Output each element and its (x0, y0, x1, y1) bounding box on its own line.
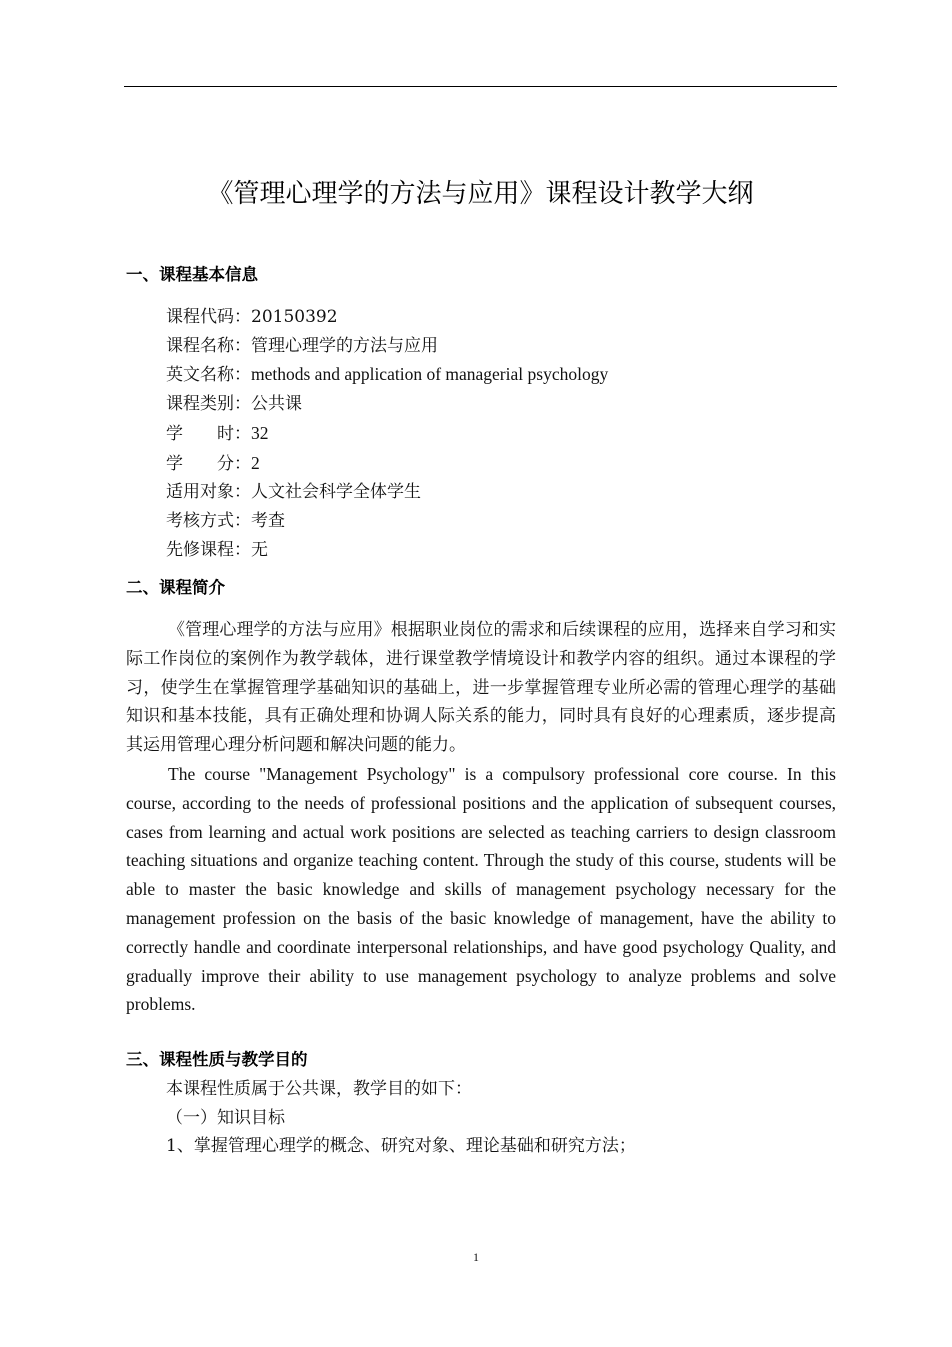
info-label: 学 时： (166, 423, 251, 444)
knowledge-objectives-heading: （一）知识目标 (166, 1107, 285, 1128)
header-rule (124, 86, 837, 87)
info-value: 20150392 (251, 307, 338, 327)
section-heading-basic-info: 一、课程基本信息 (126, 265, 258, 284)
intro-paragraph-chinese: 《管理心理学的方法与应用》根据职业岗位的需求和后续课程的应用，选择来自学习和实际工作岗位的案例作为教学载体，进行课堂教学情境设计和教学内容的组织。通过本课程的学习，使学生在掌握管理学基础知识的基础上，进一步掌握管理专业所必需的管理心理学的基础知识和基本技能，具有正确处理和协调人际关系的能力，同时具有良好的心理素质，逐步提高其运用管理心理分析问题和解决问题的能力。 (126, 620, 836, 756)
info-value: methods and application of managerial psychology (251, 364, 609, 385)
info-row-english-name (166, 360, 608, 390)
info-row-hours (166, 419, 608, 449)
intro-paragraph-english: The course "Management Psychology" is a compulsory professional core course. In this course, according to the needs of professional positions and the application of subsequent courses, cases from learning and actual work positions are selected as teaching carriers to design classroom teaching situations and organize teaching content. Through the study of this course, students will be able to master the basic knowledge and skills of management psychology necessary for the management profession on the basis of the basic knowledge of management, have the ability to correctly handle and coordinate interpersonal relationships, and have good psychology Quality, and gradually improve their ability to use management psychology to analyze problems and solve problems. (126, 764, 836, 1015)
info-row-name (166, 332, 608, 361)
info-label: 先修课程： (166, 539, 251, 560)
info-row-prerequisite (166, 536, 608, 565)
info-row-credits (166, 449, 608, 479)
info-label: 考核方式： (166, 510, 251, 531)
info-value: 考查 (251, 510, 285, 531)
objective-item: 1、掌握管理心理学的概念、研究对象、理论基础和研究方法； (166, 1136, 636, 1156)
info-label: 课程代码： (166, 307, 251, 327)
info-label: 学 分： (166, 453, 251, 474)
info-label: 适用对象： (166, 482, 251, 503)
info-row-code (166, 303, 608, 332)
section-heading-nature-objectives: 三、课程性质与教学目的 (126, 1050, 308, 1069)
info-row-category (166, 390, 608, 419)
objectives-block (166, 1075, 636, 1161)
info-value: 人文社会科学全体学生 (251, 482, 421, 503)
info-label: 英文名称： (166, 365, 251, 386)
page-number: 1 (473, 1250, 479, 1264)
info-value: 32 (251, 422, 269, 443)
nature-statement: 本课程性质属于公共课，教学目的如下： (166, 1079, 472, 1099)
info-value: 公共课 (251, 394, 302, 415)
info-row-assessment (166, 507, 608, 536)
info-value: 2 (251, 452, 260, 473)
section-heading-introduction: 二、课程简介 (126, 578, 225, 597)
info-value: 管理心理学的方法与应用 (251, 335, 438, 356)
course-info-list (166, 303, 608, 564)
info-label: 课程名称： (166, 335, 251, 356)
info-row-audience (166, 478, 608, 507)
info-value: 无 (251, 539, 268, 560)
info-label: 课程类别： (166, 394, 251, 415)
document-title: 《管理心理学的方法与应用》课程设计教学大纲 (207, 179, 754, 209)
